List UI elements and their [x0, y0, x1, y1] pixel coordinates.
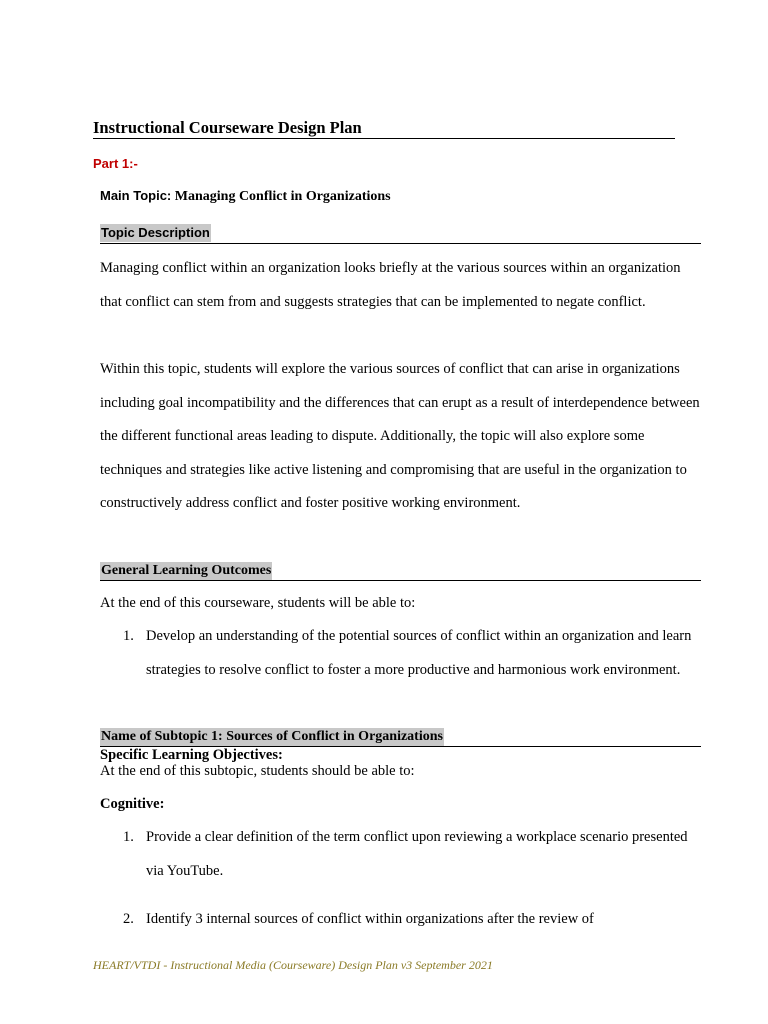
topic-description-paragraph-2: Within this topic, students will explore the various sources of conflict that can arise in organizations including goal incompatibility and the differences that can erupt as a result of interdependence between the different functional areas leading to dispute. Additionally, the topic will also explore some techniques and strategies like active listening and compromising that are useful in the organization to constructively address conflict and foster positive working environment. — [100, 361, 700, 511]
objective-item-text: Provide a clear definition of the term conflict upon reviewing a workplace scenario presented via YouTube. — [146, 829, 688, 879]
subtopic-1-heading-text: Name of Subtopic 1: Sources of Conflict in Organizations — [101, 729, 443, 744]
objective-item-number: 2. — [123, 911, 134, 927]
topic-description-heading-text: Topic Description — [101, 225, 210, 240]
topic-description-heading — [100, 224, 701, 244]
main-topic-label: Main Topic: — [100, 188, 172, 203]
general-learning-outcomes-heading — [100, 561, 701, 581]
page-footer: HEART/VTDI - Instructional Media (Courseware) Design Plan v3 September 2021 — [93, 958, 493, 972]
main-topic-value: Managing Conflict in Organizations — [174, 189, 391, 204]
subtopic-intro: At the end of this subtopic, students should be able to: — [100, 763, 415, 779]
document-title: Instructional Courseware Design Plan — [93, 118, 675, 139]
objective-item-text: Identify 3 internal sources of conflict within organizations after the review of — [146, 911, 594, 927]
topic-description-paragraph-1: Managing conflict within an organization looks briefly at the various sources within an organization that conflict can stem from and suggests strategies that can be implemented to negate conflict. — [100, 260, 681, 310]
outcome-item — [100, 620, 700, 687]
outcome-item-number: 1. — [123, 628, 134, 644]
objective-item — [100, 903, 700, 937]
outcomes-intro: At the end of this courseware, students will be able to: — [100, 595, 416, 611]
objective-item-number: 1. — [123, 829, 134, 845]
general-learning-outcomes-heading-text: General Learning Outcomes — [101, 563, 272, 578]
specific-learning-objectives-label: Specific Learning Objectives: — [100, 747, 283, 763]
subtopic-1-heading — [100, 727, 701, 747]
objective-item — [100, 821, 700, 888]
part-label: Part 1:- — [93, 156, 138, 171]
outcome-item-text: Develop an understanding of the potential sources of conflict within an organization and learn strategies to resolve conflict to foster a more productive and harmonious work environment. — [146, 628, 692, 678]
cognitive-label: Cognitive: — [100, 796, 165, 812]
main-topic — [100, 187, 391, 206]
